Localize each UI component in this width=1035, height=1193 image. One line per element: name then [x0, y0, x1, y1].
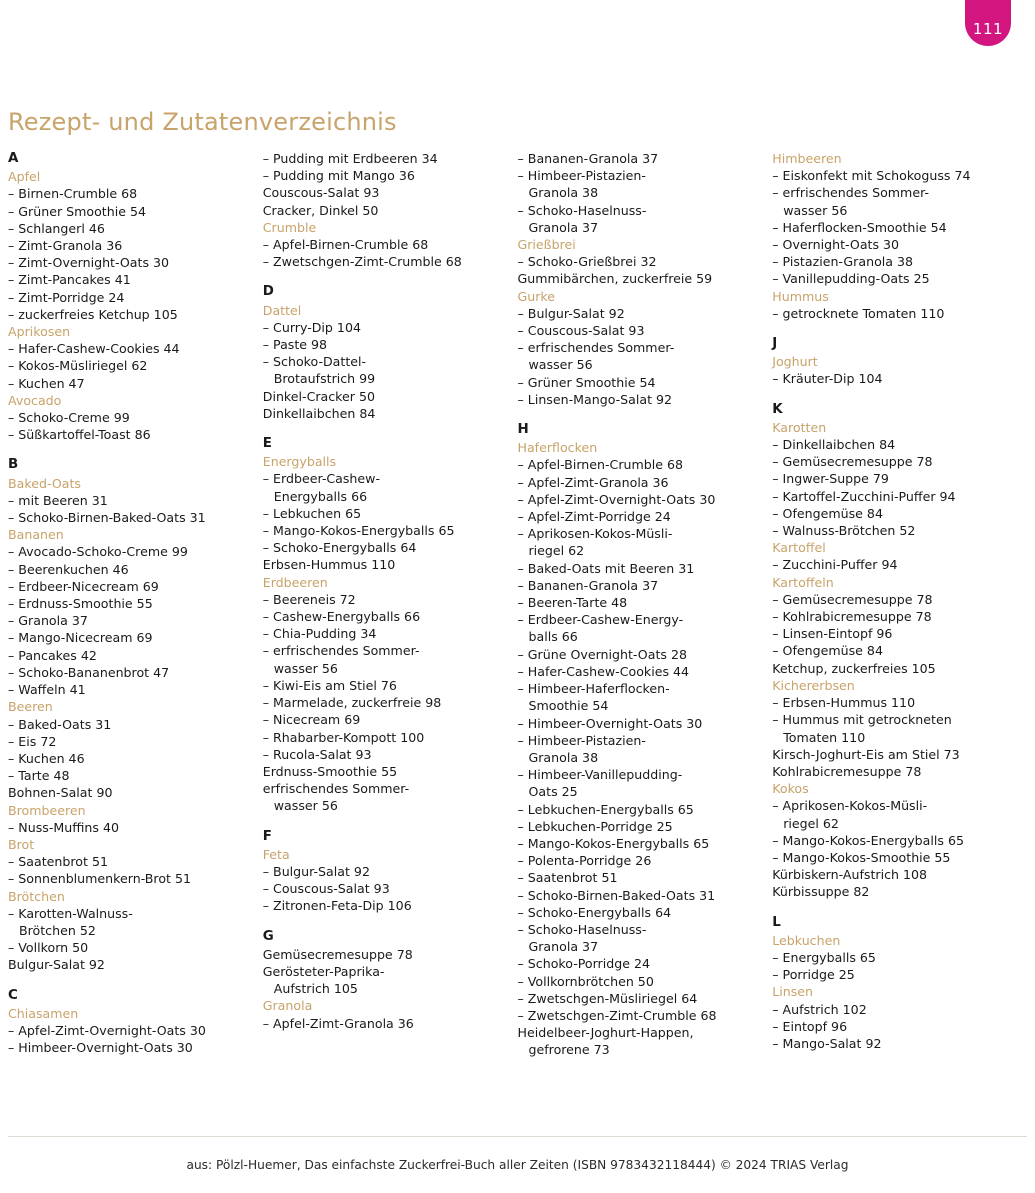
index-letter-heading: H: [517, 422, 529, 438]
index-subentry: – Polenta-Porridge 26: [517, 853, 652, 869]
index-subentry: – Himbeer-Overnight-Oats 30: [8, 1040, 193, 1056]
index-headword: Brötchen: [8, 888, 65, 904]
index-subentry: – Aprikosen-Kokos-Müsli-: [772, 798, 928, 814]
index-subentry: – Zwetschgen-Zimt-Crumble 68: [262, 254, 462, 270]
index-subentry: – Overnight-Oats 30: [772, 237, 900, 253]
index-entry: Bohnen-Salat 90: [8, 785, 113, 801]
index-subentry: – Marmelade, zuckerfreie 98: [262, 695, 442, 711]
index-subentry: – Kokos-Müsliriegel 62: [8, 358, 148, 374]
index-subentry: – Lebkuchen-Porridge 25: [517, 818, 673, 834]
index-subentry: – Eis 72: [8, 733, 57, 749]
index-headword: Brombeeren: [8, 802, 86, 818]
index-subentry: – Ingwer-Suppe 79: [772, 471, 889, 487]
index-subentry: – erfrischendes Sommer-: [772, 185, 929, 201]
index-subentry: – Kuchen 46: [8, 750, 85, 766]
page-title: Rezept- und Zutatenverzeichnis: [8, 108, 397, 136]
index-subentry: – Gemüsecremesuppe 78: [772, 454, 933, 470]
index-subentry: – Zimt-Porridge 24: [8, 289, 125, 305]
index-subentry: – Curry-Dip 104: [262, 319, 361, 335]
index-headword: Kichererbsen: [772, 677, 855, 693]
index-subentry: – Zimt-Granola 36: [8, 238, 123, 254]
index-subentry: – Ofengemüse 84: [772, 643, 883, 659]
index-entry: Gerösteter-Paprika-: [262, 963, 385, 979]
index-letter-heading: J: [772, 336, 778, 352]
index-subentry: – erfrischendes Sommer-: [517, 340, 675, 356]
index-subentry: – Schoko-Haselnuss-: [517, 202, 647, 218]
index-column-4: [772, 150, 1027, 1059]
index-entry-continuation: balls 66: [528, 629, 578, 645]
index-letter-heading: E: [262, 436, 272, 452]
index-entry: Kürbiskern-Aufstrich 108: [772, 867, 928, 883]
index-subentry: – Rucola-Salat 93: [262, 746, 372, 762]
index-subentry: – Saatenbrot 51: [517, 870, 618, 886]
index-subentry: – Apfel-Zimt-Porridge 24: [517, 509, 671, 525]
index-subentry: – Paste 98: [262, 337, 328, 353]
index-entry-continuation: wasser 56: [273, 660, 338, 676]
index-columns: [8, 150, 1027, 1059]
index-entry-continuation: Aufstrich 105: [273, 981, 358, 997]
index-subentry: – Schoko-Porridge 24: [517, 956, 650, 972]
index-subentry: – Erdnuss-Smoothie 55: [8, 596, 153, 612]
index-entry-continuation: Smoothie 54: [528, 698, 609, 714]
index-headword: Karotten: [772, 419, 827, 435]
index-headword: Kokos: [772, 781, 809, 797]
index-subentry: – Zimt-Overnight-Oats 30: [8, 255, 170, 271]
index-subentry: – Schoko-Birnen-Baked-Oats 31: [517, 887, 716, 903]
index-subentry: – Schoko-Birnen-Baked-Oats 31: [8, 510, 206, 526]
index-subentry: – Couscous-Salat 93: [262, 881, 390, 897]
index-headword: Gurke: [517, 288, 556, 304]
index-headword: Hummus: [772, 288, 829, 304]
index-subentry: – Zitronen-Feta-Dip 106: [262, 898, 412, 914]
index-subentry: – Porridge 25: [772, 967, 855, 983]
index-entry-continuation: riegel 62: [528, 543, 585, 559]
index-headword: Dattel: [262, 302, 302, 318]
index-subentry: – Energyballs 65: [772, 949, 876, 965]
index-headword: Crumble: [262, 219, 317, 235]
index-subentry: – Schoko-Haselnuss-: [517, 921, 647, 937]
index-subentry: – Mango-Salat 92: [772, 1035, 882, 1051]
index-subentry: – Chia-Pudding 34: [262, 626, 377, 642]
index-subentry: – Schoko-Dattel-: [262, 354, 367, 370]
index-subentry: – Schlangerl 46: [8, 220, 105, 236]
index-entry-continuation: Granola 38: [528, 749, 599, 765]
index-subentry: – Apfel-Zimt-Granola 36: [262, 1015, 414, 1031]
index-entry-continuation: Granola 37: [528, 939, 599, 955]
index-subentry: – Eintopf 96: [772, 1018, 848, 1034]
index-headword: Joghurt: [772, 354, 818, 370]
index-headword: Linsen: [772, 984, 814, 1000]
index-subentry: – Kartoffel-Zucchini-Puffer 94: [772, 488, 956, 504]
index-subentry: – Tarte 48: [8, 768, 70, 784]
index-subentry: – Avocado-Schoko-Creme 99: [8, 544, 188, 560]
index-subentry: – Lebkuchen 65: [262, 505, 362, 521]
index-headword: Haferflocken: [517, 440, 598, 456]
index-column-2: [263, 150, 518, 1059]
index-subentry: – Rhabarber-Kompott 100: [262, 729, 425, 745]
index-subentry: – Vollkornbrötchen 50: [517, 973, 654, 989]
index-subentry: – Zucchini-Puffer 94: [772, 557, 898, 573]
index-subentry: – Erdbeer-Nicecream 69: [8, 578, 159, 594]
index-subentry: – Vanillepudding-Oats 25: [772, 271, 930, 287]
index-subentry: – Nicecream 69: [262, 712, 361, 728]
index-subentry: – Ofengemüse 84: [772, 505, 883, 521]
index-subentry: – Bulgur-Salat 92: [517, 305, 625, 321]
index-subentry: – Linsen-Mango-Salat 92: [517, 391, 673, 407]
index-headword: Aprikosen: [8, 324, 71, 340]
index-subentry: – Pudding mit Erdbeeren 34: [262, 151, 438, 166]
index-subentry: – Apfel-Birnen-Crumble 68: [262, 237, 429, 253]
index-entry-continuation: Granola 38: [528, 185, 599, 201]
index-entry: Cracker, Dinkel 50: [262, 202, 379, 218]
index-subentry: – Couscous-Salat 93: [517, 323, 645, 339]
index-subentry: – Sonnenblumenkern-Brot 51: [8, 871, 192, 887]
index-letter-heading: F: [262, 828, 272, 844]
index-subentry: – Mango-Kokos-Smoothie 55: [772, 849, 951, 865]
index-subentry: – Bananen-Granola 37: [517, 151, 659, 166]
index-entry: Kirsch-Joghurt-Eis am Stiel 73: [772, 746, 960, 762]
index-subentry: – erfrischendes Sommer-: [262, 643, 420, 659]
index-subentry: – Dinkellaibchen 84: [772, 437, 896, 453]
index-subentry: – Schoko-Energyballs 64: [262, 540, 417, 556]
index-entry-continuation: Tomaten 110: [783, 729, 866, 745]
index-headword: Himbeeren: [772, 151, 842, 166]
index-subentry: – zuckerfreies Ketchup 105: [8, 306, 178, 322]
footer-divider: [8, 1136, 1027, 1137]
index-subentry: – Bananen-Granola 37: [517, 577, 659, 593]
index-entry-continuation: riegel 62: [783, 815, 839, 831]
index-entry: Erdnuss-Smoothie 55: [262, 763, 398, 779]
index-headword: Apfel: [8, 169, 41, 185]
index-subentry: – Erbsen-Hummus 110: [772, 695, 916, 711]
index-subentry: – Aprikosen-Kokos-Müsli-: [517, 526, 673, 542]
index-subentry: – Himbeer-Pistazien-: [517, 732, 646, 748]
index-subentry: – Beerenkuchen 46: [8, 561, 129, 577]
index-entry: Gemüsecremesuppe 78: [262, 946, 413, 962]
index-subentry: – Pancakes 42: [8, 647, 97, 663]
index-subentry: – Cashew-Energyballs 66: [262, 609, 421, 625]
index-subentry: – Kiwi-Eis am Stiel 76: [262, 677, 397, 693]
index-subentry: – Himbeer-Vanillepudding-: [517, 767, 683, 783]
page-number-badge: 111: [965, 0, 1011, 46]
index-subentry: – Kuchen 47: [8, 375, 85, 391]
index-subentry: – Karotten-Walnuss-: [8, 905, 133, 921]
index-subentry: – Baked-Oats mit Beeren 31: [517, 560, 695, 576]
index-subentry: – Hafer-Cashew-Cookies 44: [517, 663, 690, 679]
index-subentry: – Süßkartoffel-Toast 86: [8, 427, 151, 443]
index-subentry: – Erdbeer-Cashew-Energy-: [517, 612, 684, 628]
index-subentry: – Kohlrabicremesuppe 78: [772, 609, 932, 625]
index-subentry: – Waffeln 41: [8, 682, 86, 698]
index-subentry: – Linsen-Eintopf 96: [772, 626, 893, 642]
index-subentry: – Birnen-Crumble 68: [8, 186, 138, 202]
index-letter-heading: K: [772, 401, 783, 417]
index-subentry: – Gemüsecremesuppe 78: [772, 591, 933, 607]
index-subentry: – Grüner Smoothie 54: [8, 203, 146, 219]
index-subentry: – getrocknete Tomaten 110: [772, 305, 945, 321]
index-headword: Energyballs: [262, 454, 337, 470]
index-entry: Kürbissuppe 82: [772, 884, 870, 900]
index-subentry: – Aufstrich 102: [772, 1001, 867, 1017]
index-subentry: – Mango-Kokos-Energyballs 65: [262, 523, 455, 539]
index-headword: Bananen: [8, 527, 64, 543]
index-letter-heading: B: [8, 457, 19, 473]
index-subentry: – Grüne Overnight-Oats 28: [517, 646, 687, 662]
index-entry-continuation: wasser 56: [528, 357, 593, 373]
index-entry: Dinkellaibchen 84: [262, 405, 376, 421]
index-subentry: – Hafer-Cashew-Cookies 44: [8, 341, 180, 357]
index-subentry: – Schoko-Bananenbrot 47: [8, 664, 170, 680]
index-subentry: – Himbeer-Pistazien-: [517, 168, 646, 184]
index-entry: Erbsen-Hummus 110: [262, 557, 396, 573]
index-entry: Couscous-Salat 93: [262, 185, 380, 201]
index-subentry: – Himbeer-Haferflocken-: [517, 681, 670, 697]
index-subentry: – Nuss-Muffins 40: [8, 819, 119, 835]
index-subentry: – Granola 37: [8, 613, 88, 629]
index-subentry: – Mango-Kokos-Energyballs 65: [772, 832, 964, 848]
index-entry: Gummibärchen, zuckerfreie 59: [517, 271, 713, 287]
index-letter-heading: D: [262, 284, 274, 300]
index-letter-heading: C: [8, 987, 18, 1003]
index-headword: Feta: [262, 846, 290, 862]
index-subentry: – Kräuter-Dip 104: [772, 371, 883, 387]
index-headword: Brot: [8, 836, 35, 852]
index-subentry: – Lebkuchen-Energyballs 65: [517, 801, 694, 817]
index-subentry: – Eiskonfekt mit Schokoguss 74: [772, 168, 971, 184]
index-entry-continuation: Granola 37: [528, 219, 599, 235]
index-subentry: – Schoko-Grießbrei 32: [517, 254, 657, 270]
index-entry: Ketchup, zuckerfreies 105: [772, 660, 936, 676]
index-subentry: – Bulgur-Salat 92: [262, 863, 370, 879]
index-entry: Bulgur-Salat 92: [8, 957, 105, 973]
index-headword: Avocado: [8, 392, 62, 408]
index-entry: Dinkel-Cracker 50: [262, 388, 375, 404]
index-column-3: [518, 150, 773, 1059]
index-headword: Chiasamen: [8, 1005, 79, 1021]
index-subentry: – Apfel-Zimt-Overnight-Oats 30: [8, 1022, 206, 1038]
index-subentry: – Schoko-Energyballs 64: [517, 904, 672, 920]
index-headword: Baked-Oats: [8, 475, 81, 491]
index-letter-heading: A: [8, 151, 19, 166]
index-subentry: – Erdbeer-Cashew-: [262, 471, 381, 487]
index-entry-continuation: Oats 25: [528, 784, 578, 800]
index-subentry: – Zwetschgen-Zimt-Crumble 68: [517, 1007, 717, 1023]
index-entry-continuation: wasser 56: [783, 202, 848, 218]
index-subentry: – Pistazien-Granola 38: [772, 254, 914, 270]
index-subentry: – Schoko-Creme 99: [8, 410, 130, 426]
index-subentry: – Mango-Kokos-Energyballs 65: [517, 835, 710, 851]
index-entry-continuation: Brötchen 52: [19, 922, 96, 938]
index-subentry: – Baked-Oats 31: [8, 716, 112, 732]
index-headword: Granola: [262, 998, 313, 1014]
index-entry-continuation: Brotaufstrich 99: [273, 371, 376, 387]
index-subentry: – Zwetschgen-Müsliriegel 64: [517, 990, 698, 1006]
index-entry: Heidelbeer-Joghurt-Happen,: [517, 1025, 694, 1041]
index-entry-continuation: gefrorene 73: [528, 1042, 610, 1058]
index-subentry: – Pudding mit Mango 36: [262, 168, 415, 184]
index-subentry: – Beereneis 72: [262, 591, 356, 607]
index-headword: Lebkuchen: [772, 932, 841, 948]
index-entry: erfrischendes Sommer-: [262, 781, 410, 797]
index-subentry: – Grüner Smoothie 54: [517, 374, 656, 390]
index-subentry: – Hummus mit getrockneten: [772, 712, 952, 728]
index-headword: Kartoffeln: [772, 574, 834, 590]
index-entry-continuation: wasser 56: [273, 798, 338, 814]
index-subentry: – Zimt-Pancakes 41: [8, 272, 131, 288]
index-entry: Kohlrabicremesuppe 78: [772, 763, 922, 779]
index-letter-heading: G: [262, 928, 274, 944]
index-subentry: – Himbeer-Overnight-Oats 30: [517, 715, 703, 731]
footer-credit: aus: Pölzl-Huemer, Das einfachste Zuckerfrei-Buch aller Zeiten (ISBN 9783432118444) © 2024 TRIAS Verlag: [186, 1158, 849, 1172]
index-subentry: – mit Beeren 31: [8, 492, 108, 508]
index-subentry: – Walnuss-Brötchen 52: [772, 523, 916, 539]
index-headword: Erdbeeren: [262, 574, 328, 590]
index-headword: Kartoffel: [772, 540, 826, 556]
index-column-1: [8, 150, 263, 1059]
index-subentry: – Vollkorn 50: [8, 940, 89, 956]
index-headword: Beeren: [8, 699, 53, 715]
index-subentry: – Apfel-Zimt-Granola 36: [517, 474, 669, 490]
index-headword: Grießbrei: [517, 237, 576, 253]
index-subentry: – Haferflocken-Smoothie 54: [772, 219, 947, 235]
index-subentry: – Beeren-Tarte 48: [517, 595, 628, 611]
index-subentry: – Apfel-Birnen-Crumble 68: [517, 457, 684, 473]
index-subentry: – Saatenbrot 51: [8, 854, 108, 870]
index-letter-heading: L: [772, 914, 781, 930]
index-subentry: – Apfel-Zimt-Overnight-Oats 30: [517, 491, 716, 507]
index-entry-continuation: Energyballs 66: [273, 488, 368, 504]
index-subentry: – Mango-Nicecream 69: [8, 630, 153, 646]
